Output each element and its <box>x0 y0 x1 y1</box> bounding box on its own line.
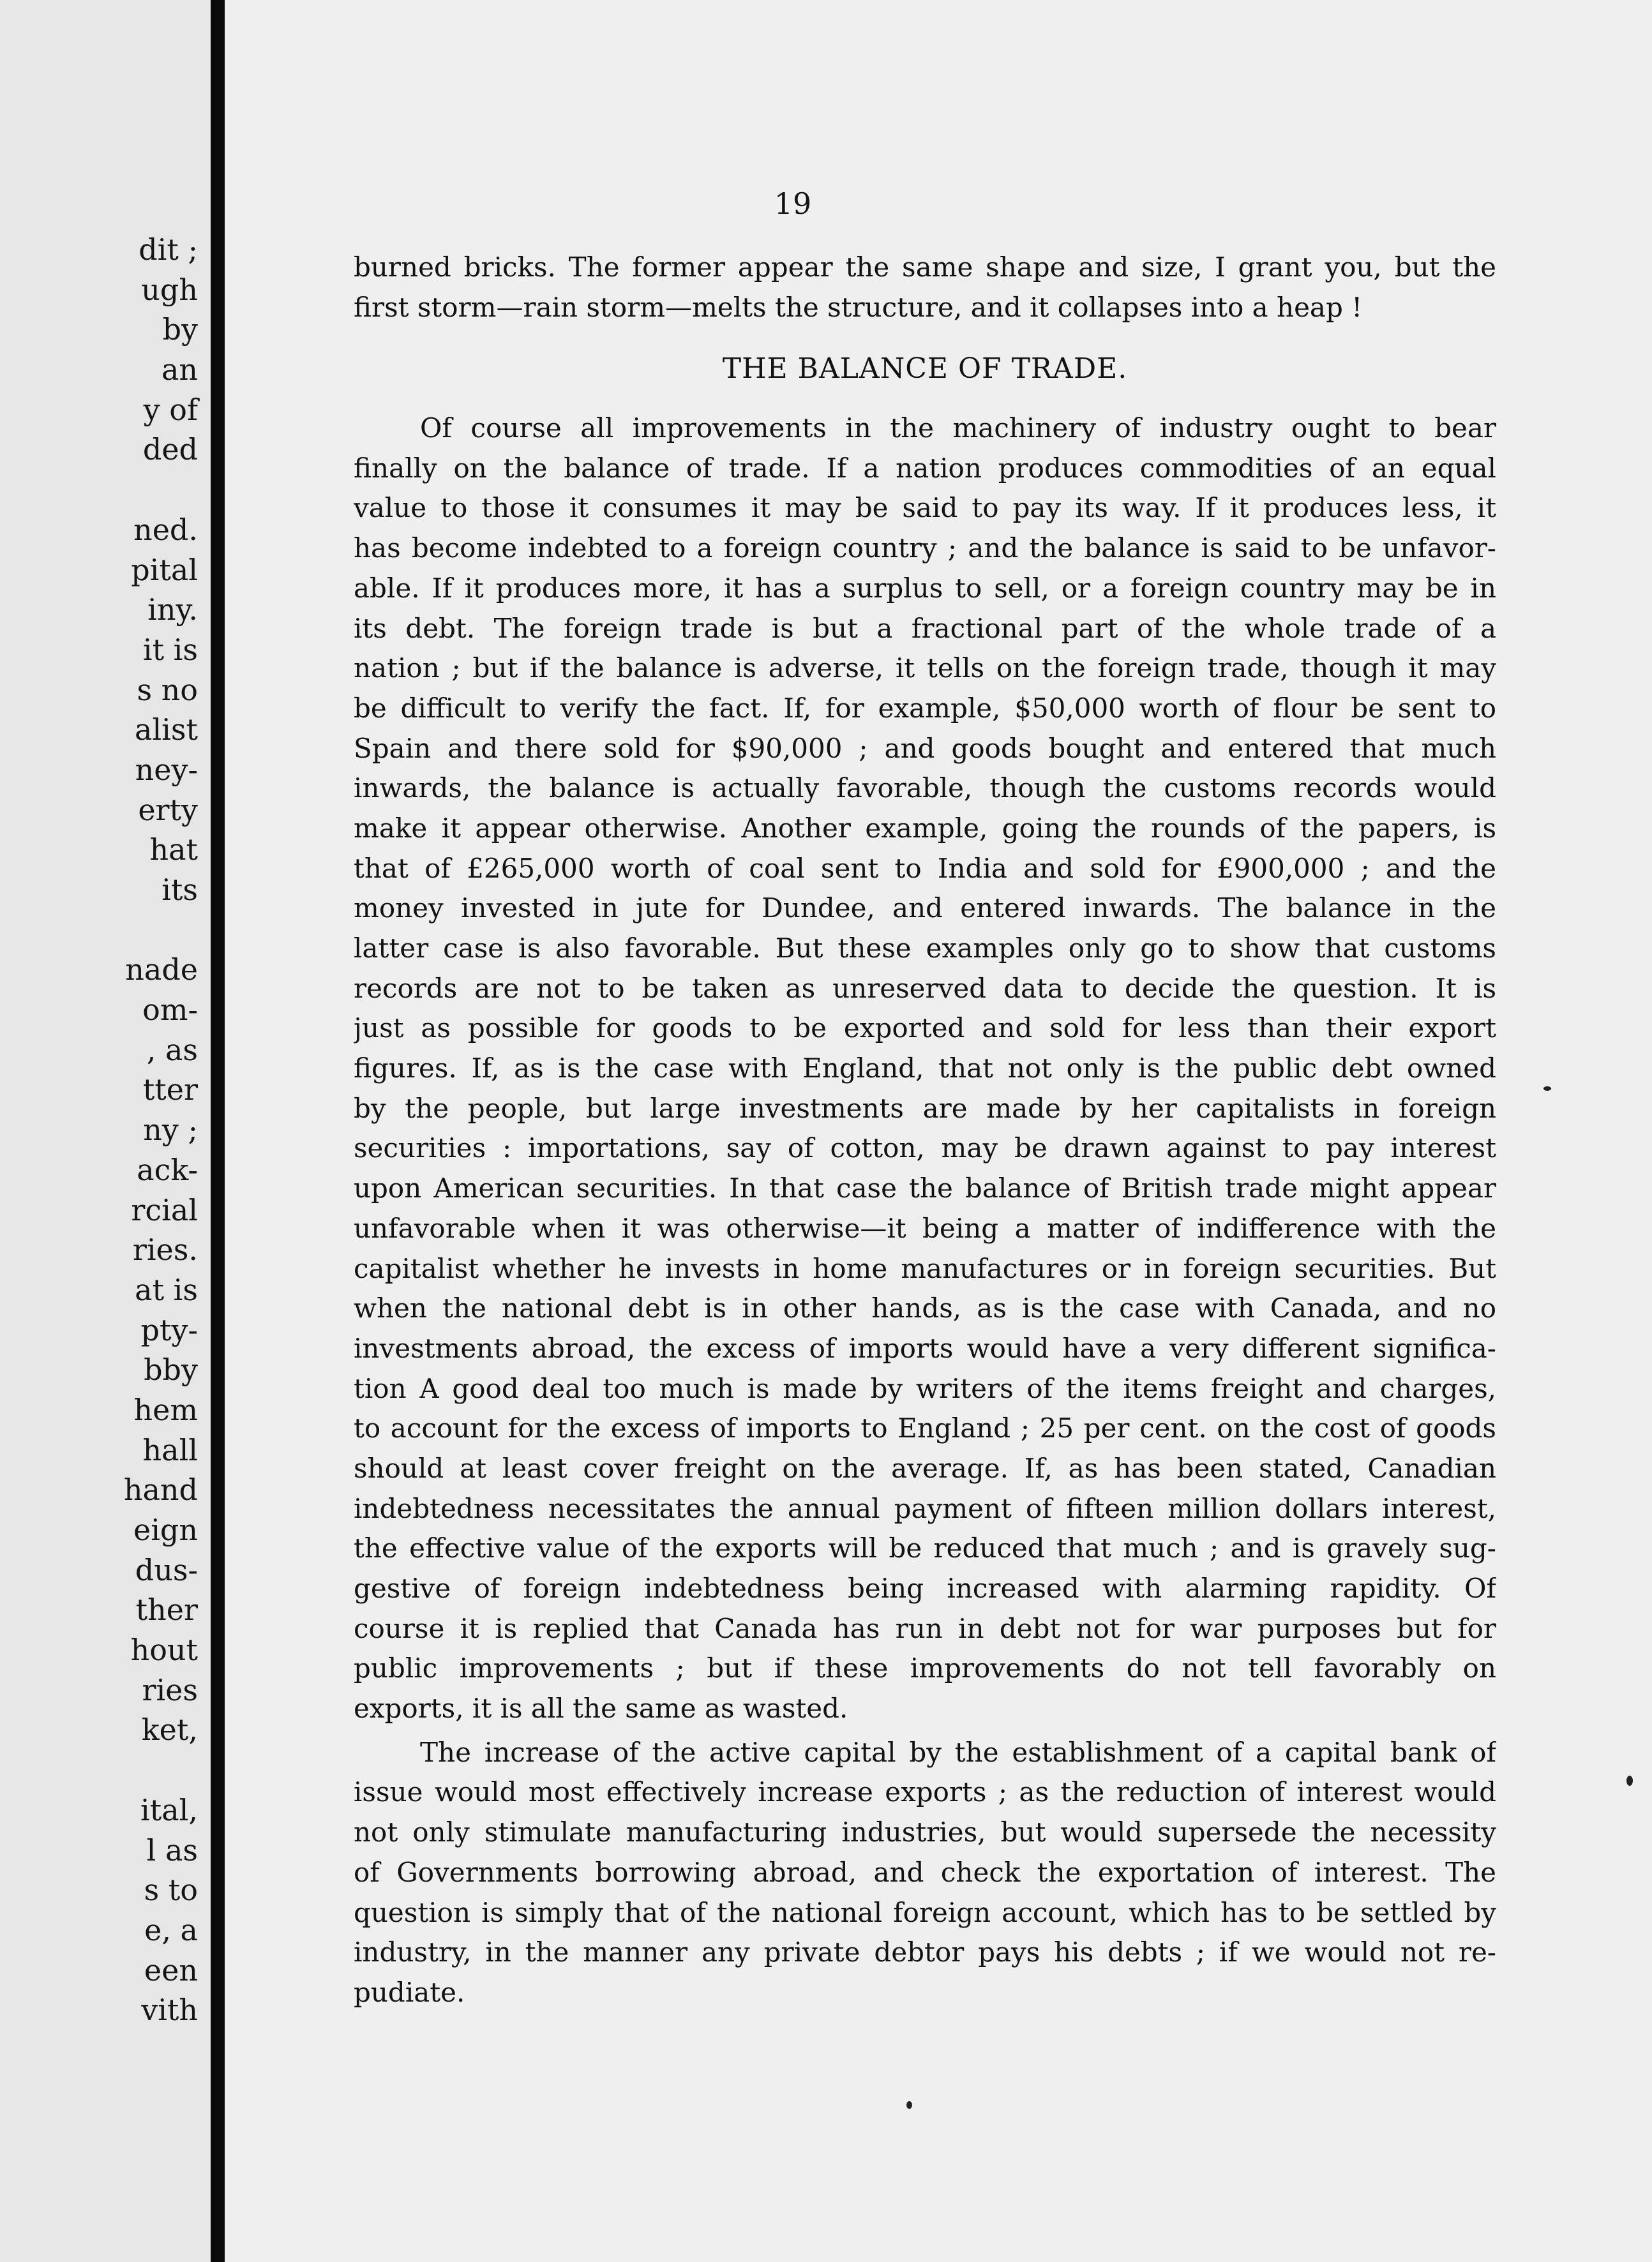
section-heading: THE BALANCE OF TRADE. <box>722 352 1128 386</box>
left-page-fragment: by <box>162 312 198 347</box>
page-number: 19 <box>774 186 812 221</box>
left-page-fragment: its <box>161 873 198 907</box>
left-page-fragment: eign <box>133 1513 198 1547</box>
left-facing-page <box>0 0 211 2262</box>
left-page-fragment: s to <box>144 1873 198 1908</box>
text-line: to account for the excess of imports to England ; 25 per cent. on the cost of goods <box>354 1412 1496 1444</box>
text-line: upon American securities. In that case the balance of British trade might appear <box>354 1172 1496 1204</box>
left-page-text-fragments <box>0 230 198 2030</box>
left-page-fragment: at is <box>135 1272 198 1307</box>
scan-speck <box>906 2101 912 2109</box>
left-page-fragment: ries <box>142 1672 198 1707</box>
text-line: indebtedness necessitates the annual payment of fifteen million dollars interest, <box>354 1492 1496 1524</box>
left-page-fragment: hem <box>133 1392 198 1427</box>
text-line: investments abroad, the excess of imports would have a very different significa- <box>354 1332 1496 1364</box>
left-page-fragment: ital, <box>140 1792 198 1827</box>
text-line: latter case is also favorable. But these examples only go to show that customs <box>354 933 1496 964</box>
left-page-fragment: l as <box>146 1832 198 1868</box>
text-line: its debt. The foreign trade is but a fractional part of the whole trade of a <box>354 612 1496 644</box>
text-line: should at least cover freight on the average. If, as has been stated, Canadian <box>354 1452 1496 1484</box>
left-page-fragment: ney- <box>135 752 198 787</box>
left-page-fragment: ket, <box>141 1712 198 1748</box>
left-page-fragment <box>0 1750 198 1790</box>
text-line: Spain and there sold for $90,000 ; and goods bought and entered that much <box>354 732 1496 764</box>
text-line: figures. If, as is the case with England, that not only is the public debt owned <box>354 1052 1496 1084</box>
text-line: gestive of foreign indebtedness being increased with alarming rapidity. Of <box>354 1573 1496 1604</box>
paragraph-balance-of-trade <box>354 408 1496 1729</box>
left-page-fragment: ther <box>135 1592 198 1628</box>
left-page-fragment: ned. <box>133 512 198 547</box>
text-line: burned bricks. The former appear the same shape and size, I grant you, but the <box>354 251 1496 283</box>
left-page-fragment <box>0 470 198 510</box>
text-line: able. If it produces more, it has a surplus to sell, or a foreign country may be in <box>354 572 1496 604</box>
page-gutter <box>211 0 225 2262</box>
text-line: of Governments borrowing abroad, and check the exportation of interest. The <box>354 1856 1496 1888</box>
left-page-fragment: tter <box>142 1072 198 1107</box>
left-page-fragment: pty- <box>140 1312 198 1347</box>
left-page-fragment: een <box>144 1952 198 1988</box>
left-page-fragment: ded <box>142 432 198 467</box>
text-line: securities : importations, say of cotton, may be drawn against to pay interest <box>354 1132 1496 1164</box>
scan-speck <box>1626 1776 1633 1786</box>
text-line: pudiate. <box>354 1976 465 2008</box>
text-line: finally on the balance of trade. If a nation produces commodities of an equal <box>354 452 1496 484</box>
text-line: question is simply that of the national foreign account, which has to be settled by <box>354 1896 1496 1928</box>
intro-paragraph <box>354 248 1496 327</box>
left-page-fragment: it is <box>142 632 198 667</box>
text-line: exports, it is all the same as wasted. <box>354 1693 848 1725</box>
left-page-fragment: e, a <box>144 1912 198 1947</box>
left-page-fragment: y of <box>143 392 198 427</box>
text-line: capitalist whether he invests in home manufactures or in foreign securities. But <box>354 1252 1496 1284</box>
page-body <box>354 248 1496 2013</box>
left-page-fragment: pital <box>131 552 198 587</box>
text-line: the effective value of the exports will be reduced that much ; and is gravely sug- <box>354 1532 1496 1564</box>
text-line: inwards, the balance is actually favorable, though the customs records would <box>354 772 1496 804</box>
left-page-fragment: ny ; <box>143 1112 198 1148</box>
left-page-fragment: ack- <box>137 1152 198 1187</box>
text-line: issue would most effectively increase exports ; as the reduction of interest would <box>354 1776 1496 1808</box>
left-page-fragment: , as <box>146 1032 198 1067</box>
left-page-fragment: rcial <box>131 1192 198 1227</box>
text-line: not only stimulate manufacturing industries, but would supersede the necessity <box>354 1816 1496 1848</box>
scan-speck <box>1543 1086 1551 1091</box>
text-line: course it is replied that Canada has run in debt not for war purposes but for <box>354 1612 1496 1644</box>
left-page-fragment <box>0 910 198 950</box>
left-page-fragment: hand <box>123 1472 198 1508</box>
text-line: nation ; but if the balance is adverse, it tells on the foreign trade, though it may <box>354 652 1496 684</box>
text-line: by the people, but large investments are made by her capitalists in foreign <box>354 1092 1496 1124</box>
text-line: that of £265,000 worth of coal sent to India and sold for £900,000 ; and the <box>354 852 1496 884</box>
text-line: public improvements ; but if these improvements do not tell favorably on <box>354 1652 1496 1684</box>
text-line: value to those it consumes it may be said to pay its way. If it produces less, it <box>354 492 1496 524</box>
text-line: money invested in jute for Dundee, and entered inwards. The balance in the <box>354 892 1496 924</box>
left-page-fragment: iny. <box>147 592 198 627</box>
text-line: tion A good deal too much is made by writers of the items freight and charges, <box>354 1372 1496 1404</box>
left-page-fragment: ries. <box>132 1232 198 1268</box>
left-page-fragment: hout <box>130 1633 198 1668</box>
left-page-fragment: nade <box>125 952 198 987</box>
left-page-fragment: hat <box>149 832 198 867</box>
left-page-fragment: hall <box>142 1432 198 1467</box>
text-line: The increase of the active capital by the establishment of a capital bank of <box>420 1736 1496 1768</box>
main-page <box>225 0 1652 2262</box>
text-line: be difficult to verify the fact. If, for example, $50,000 worth of flour be sent to <box>354 692 1496 724</box>
left-page-fragment: dus- <box>135 1552 198 1587</box>
left-page-fragment: alist <box>135 712 198 747</box>
left-page-fragment: vith <box>141 1993 198 2028</box>
paragraph-capital-bank <box>354 1733 1496 2013</box>
text-line: Of course all improvements in the machinery of industry ought to bear <box>420 412 1496 444</box>
text-line: make it appear otherwise. Another example, going the rounds of the papers, is <box>354 812 1496 844</box>
left-page-fragment: an <box>161 352 198 387</box>
text-line: unfavorable when it was otherwise—it being a matter of indifference with the <box>354 1212 1496 1244</box>
text-line: records are not to be taken as unreserved data to decide the question. It is <box>354 972 1496 1004</box>
left-page-fragment: dit ; <box>139 232 198 267</box>
text-line: first storm—rain storm—melts the structure, and it collapses into a heap ! <box>354 291 1363 323</box>
left-page-fragment: s no <box>137 672 198 707</box>
left-page-fragment: bby <box>144 1352 198 1388</box>
text-line: when the national debt is in other hands, as is the case with Canada, and no <box>354 1292 1496 1324</box>
left-page-fragment: ugh <box>141 272 198 307</box>
text-line: industry, in the manner any private debtor pays his debts ; if we would not re- <box>354 1936 1496 1968</box>
text-line: has become indebted to a foreign country ; and the balance is said to be unfavor- <box>354 532 1496 564</box>
left-page-fragment: om- <box>142 992 198 1028</box>
left-page-fragment: erty <box>138 792 198 827</box>
text-line: just as possible for goods to be exported and sold for less than their export <box>354 1012 1496 1044</box>
